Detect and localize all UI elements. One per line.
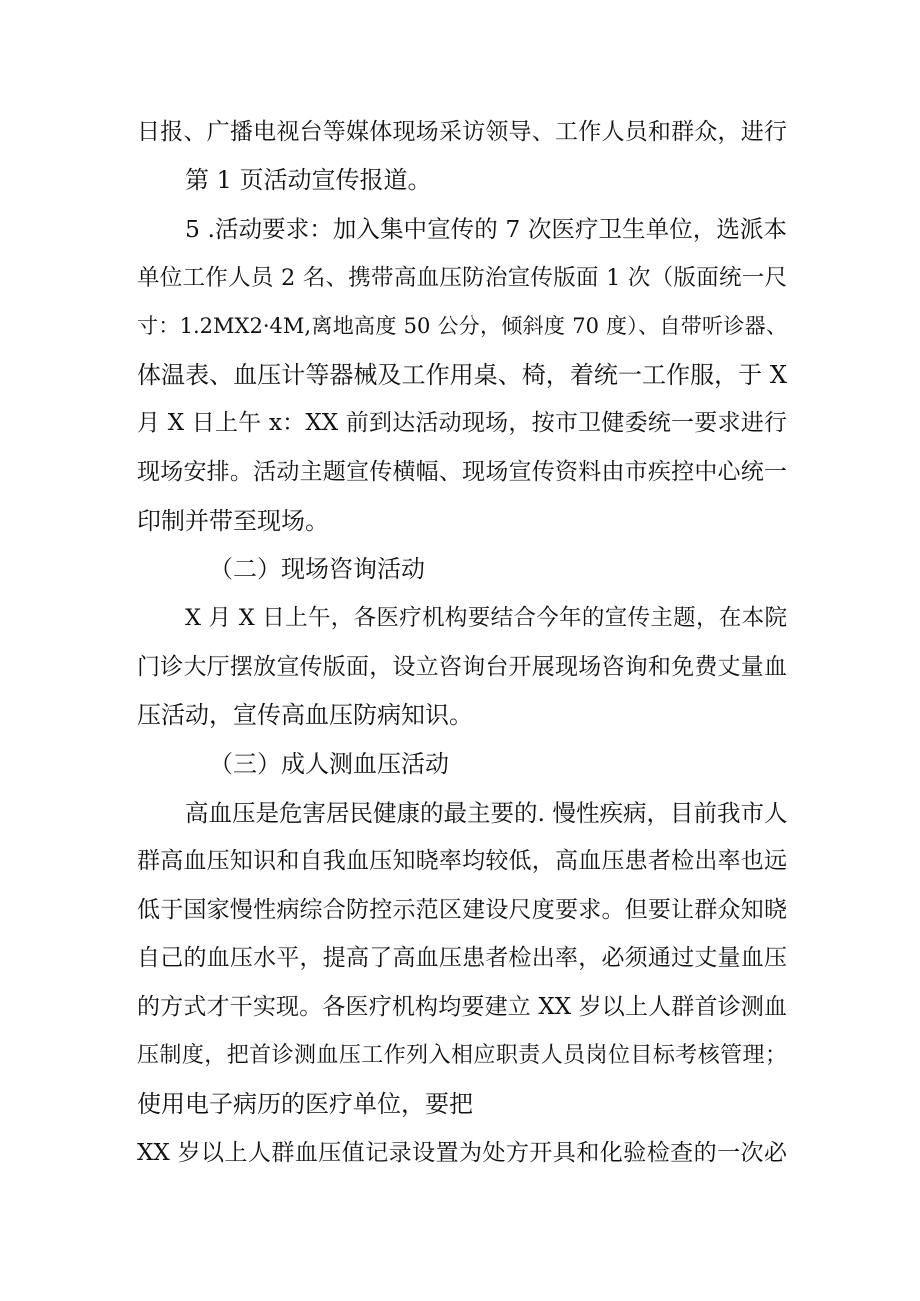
section-heading: （三）成人测血压活动 (209, 750, 449, 778)
text-line: 月 X 日上午 x：XX 前到达活动现场，按市卫健委统一要求进行 (137, 410, 787, 436)
text-line: 现场安排。活动主题宣传横幅、现场宣传资料由市疾控中心统一 (137, 459, 787, 485)
text-line: 5 .活动要求：加入集中宣传的 7 次医疗卫生单位，选派本 (185, 215, 787, 243)
text-line: 单位工作人员 2 名、携带高血压防治宣传版面 1 次（版面统一尺 (137, 265, 787, 291)
text-line: X 月 X 日上午，各医疗机构要结合今年的宣传主题，在本院 (185, 605, 787, 631)
text-line: 高血压是危害居民健康的最主要的. 慢性疾病，目前我市人 (185, 799, 788, 827)
text-line: 压活动，宣传高血压防病知识。 (137, 701, 473, 729)
text-line: 自己的血压水平，提高了高血压患者检出率，必须通过丈量血压 (137, 945, 787, 971)
text-line: 低于国家慢性病综合防控示范区建设尺度要求。但要让群众知晓 (137, 897, 787, 923)
text-line: 日报、广播电视台等媒体现场采访领导、工作人员和群众，进行 (137, 119, 787, 145)
text-line: 群高血压知识和自我血压知晓率均较低，高血压患者检出率也远 (137, 848, 787, 874)
text-line: 寸：1.2MX2·4M,离地高度 50 公分，倾斜度 70 度）、自带听诊器、 (137, 314, 787, 338)
text-line: 门诊大厅摆放宣传版面，设立咨询台开展现场咨询和免费丈量血 (137, 654, 787, 680)
text-line: XX 岁以上人群血压值记录设置为处方开具和化验检查的一次必 (137, 1140, 787, 1166)
text-line: 第 1 页活动宣传报道。 (185, 166, 432, 194)
text-line: 印制并带至现场。 (137, 507, 329, 535)
text-line: 的方式才干实现。各医疗机构均要建立 XX 岁以上人群首诊测血 (137, 994, 787, 1020)
section-heading: （二）现场咨询活动 (209, 555, 425, 583)
text-line: 使用电子病历的医疗单位，要把 (137, 1090, 473, 1118)
text-line: 压制度，把首诊测血压工作列入相应职责人员岗位目标考核管理； (137, 1043, 787, 1068)
text-line: 体温表、血压计等器械及工作用桌、椅，着统一工作服，于 X (137, 361, 787, 389)
